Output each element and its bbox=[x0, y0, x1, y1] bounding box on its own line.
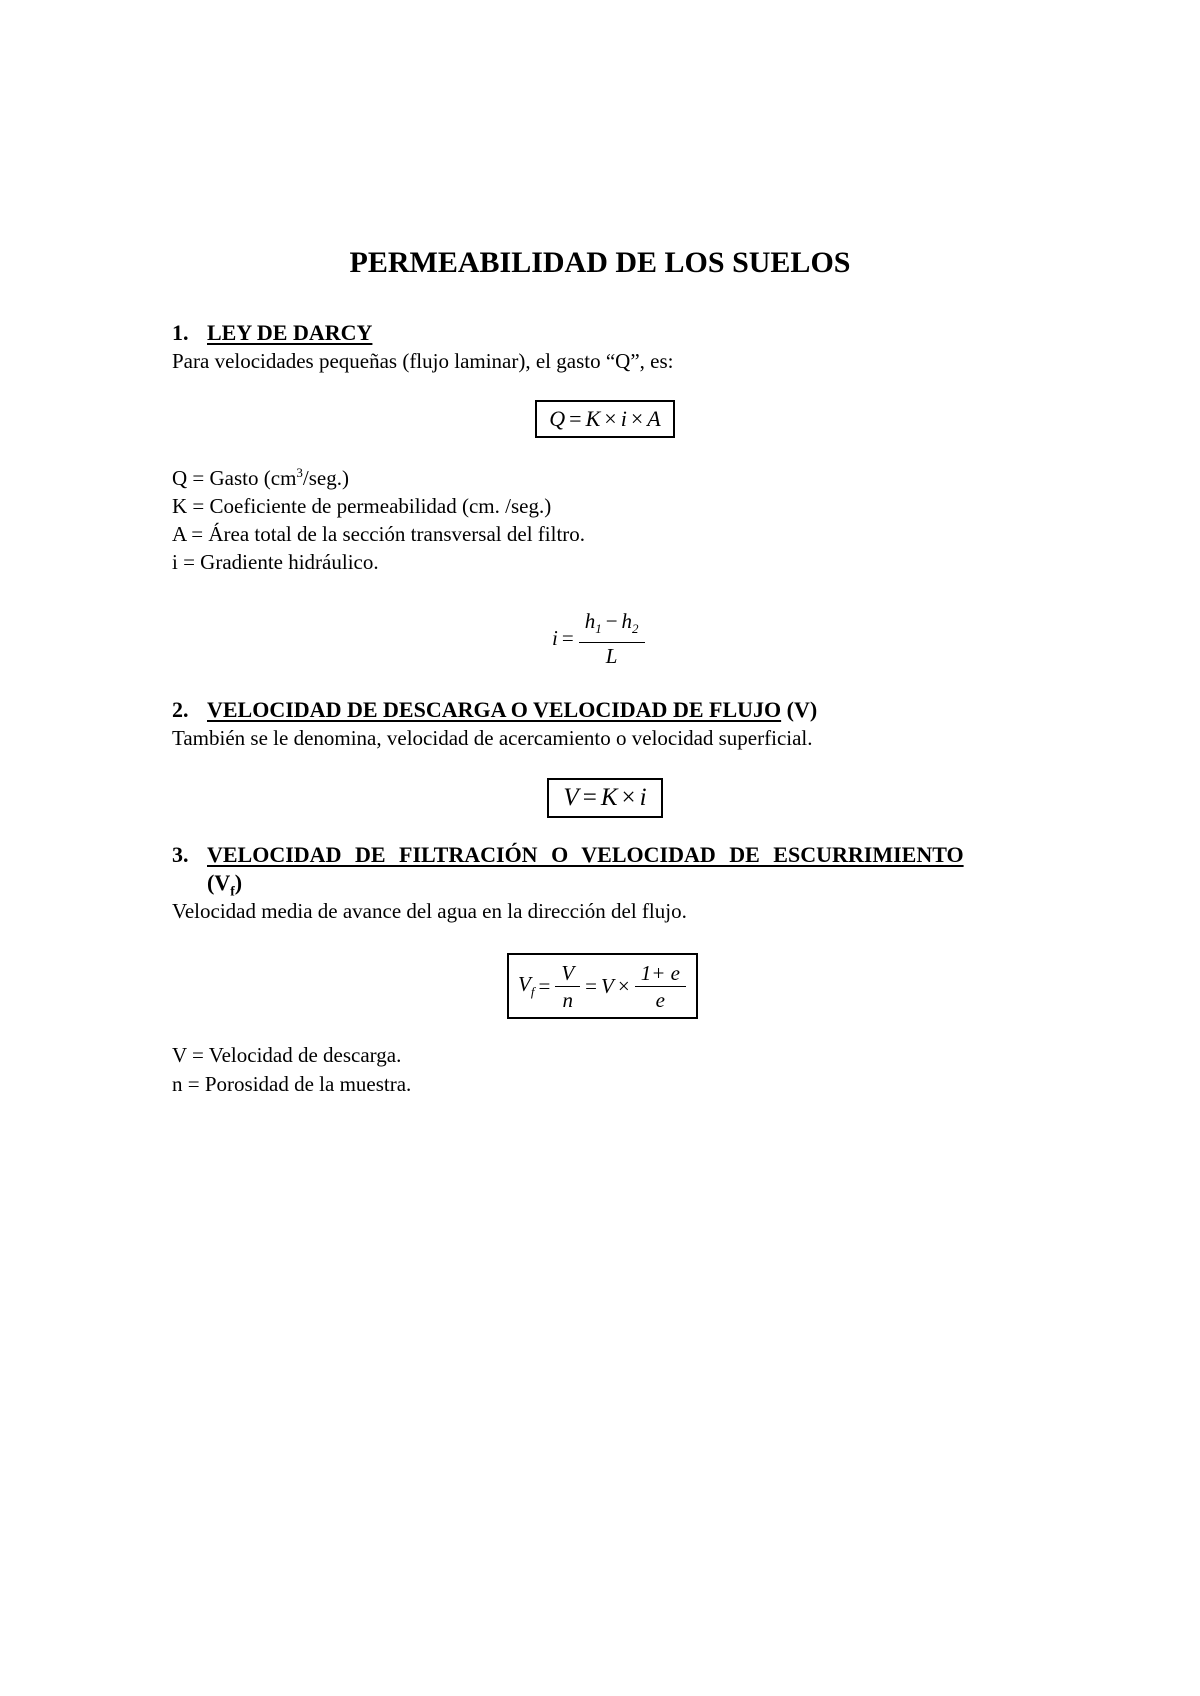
darcy-formula-box bbox=[535, 400, 675, 438]
definition-i: i = Gradiente hidráulico. bbox=[172, 550, 379, 574]
definition-a: A = Área total de la sección transversal del filtro. bbox=[172, 522, 586, 546]
formula-vf-eq-2: = bbox=[585, 973, 598, 998]
section-2-heading bbox=[172, 697, 817, 723]
gradient-h1: h bbox=[584, 609, 596, 633]
definition-v: V = Velocidad de descarga. bbox=[172, 1043, 402, 1067]
formula-k: K bbox=[585, 406, 601, 431]
section-3-title: VELOCIDAD DE FILTRACIÓN O VELOCIDAD DE ESCURRIMIENTO bbox=[207, 842, 964, 867]
formula-a: A bbox=[647, 406, 661, 431]
formula-vf-den-1: n bbox=[555, 986, 580, 1013]
section-1-title: LEY DE DARCY bbox=[207, 320, 373, 345]
section-2-intro: También se le denomina, velocidad de acercamiento o velocidad superficial. bbox=[172, 726, 813, 750]
formula-vf-num-1: V bbox=[561, 960, 575, 985]
section-3-heading bbox=[172, 842, 964, 868]
gradient-eq: = bbox=[561, 626, 574, 651]
gradient-numerator bbox=[582, 608, 642, 642]
formula-vf-fraction-2 bbox=[638, 960, 683, 1013]
formula-v-i: i bbox=[639, 784, 647, 811]
gradient-lhs: i bbox=[552, 626, 558, 651]
formula-times-2: × bbox=[630, 406, 644, 431]
formula-vf bbox=[518, 972, 534, 1000]
filtration-velocity-formula-box bbox=[507, 953, 698, 1019]
gradient-formula bbox=[552, 608, 646, 669]
formula-eq: = bbox=[569, 406, 582, 431]
definition-n: n = Porosidad de la muestra. bbox=[172, 1072, 412, 1096]
formula-vf-times: × bbox=[617, 973, 630, 998]
formula-i: i bbox=[620, 406, 627, 431]
formula-vf-v2: V bbox=[601, 973, 614, 998]
formula-v-k: K bbox=[600, 784, 618, 811]
gradient-denominator: L bbox=[579, 642, 645, 669]
definition-q-unit: /seg.) bbox=[302, 466, 349, 490]
section-3-suffix bbox=[207, 870, 242, 899]
gradient-h2: h bbox=[621, 609, 633, 633]
section-3-suffix-sub: f bbox=[230, 883, 235, 899]
gradient-sub2: 2 bbox=[632, 621, 639, 637]
formula-v-times: × bbox=[621, 784, 636, 811]
formula-q: Q bbox=[549, 406, 566, 431]
formula-vf-sub: f bbox=[530, 984, 535, 1000]
gradient-sub1: 1 bbox=[595, 621, 602, 637]
formula-vf-den-2: e bbox=[635, 986, 686, 1013]
section-3-suffix-post: ) bbox=[234, 870, 243, 895]
definition-q bbox=[172, 465, 349, 491]
gradient-minus: − bbox=[605, 609, 618, 633]
section-3-suffix-pre: (V bbox=[207, 870, 231, 895]
formula-vf-fraction-1 bbox=[558, 960, 577, 1013]
section-3-intro: Velocidad media de avance del agua en la dirección del flujo. bbox=[172, 899, 687, 923]
gradient-fraction bbox=[582, 608, 642, 669]
formula-v-eq: = bbox=[582, 784, 597, 811]
section-2-number: 2. bbox=[172, 697, 189, 722]
section-1-heading bbox=[172, 320, 372, 346]
formula-vf-v: V bbox=[518, 971, 531, 996]
section-1-intro: Para velocidades pequeñas (flujo laminar), el gasto “Q”, es: bbox=[172, 349, 674, 373]
section-3-number: 3. bbox=[172, 842, 189, 867]
section-1-number: 1. bbox=[172, 320, 189, 345]
formula-v: V bbox=[563, 784, 579, 811]
definition-q-text: Q = Gasto (cm bbox=[172, 466, 297, 490]
definition-k: K = Coeficiente de permeabilidad (cm. /seg.) bbox=[172, 494, 552, 518]
formula-vf-num-2: 1+ e bbox=[640, 960, 680, 985]
document-title: PERMEABILIDAD DE LOS SUELOS bbox=[349, 246, 851, 279]
section-2-title: VELOCIDAD DE DESCARGA O VELOCIDAD DE FLUJO bbox=[207, 697, 782, 722]
definition-q-superscript: 3 bbox=[296, 465, 303, 480]
discharge-velocity-formula-box bbox=[547, 778, 663, 818]
section-2-suffix: (V) bbox=[786, 697, 818, 722]
formula-vf-eq-1: = bbox=[538, 973, 551, 998]
formula-times-1: × bbox=[604, 406, 617, 431]
